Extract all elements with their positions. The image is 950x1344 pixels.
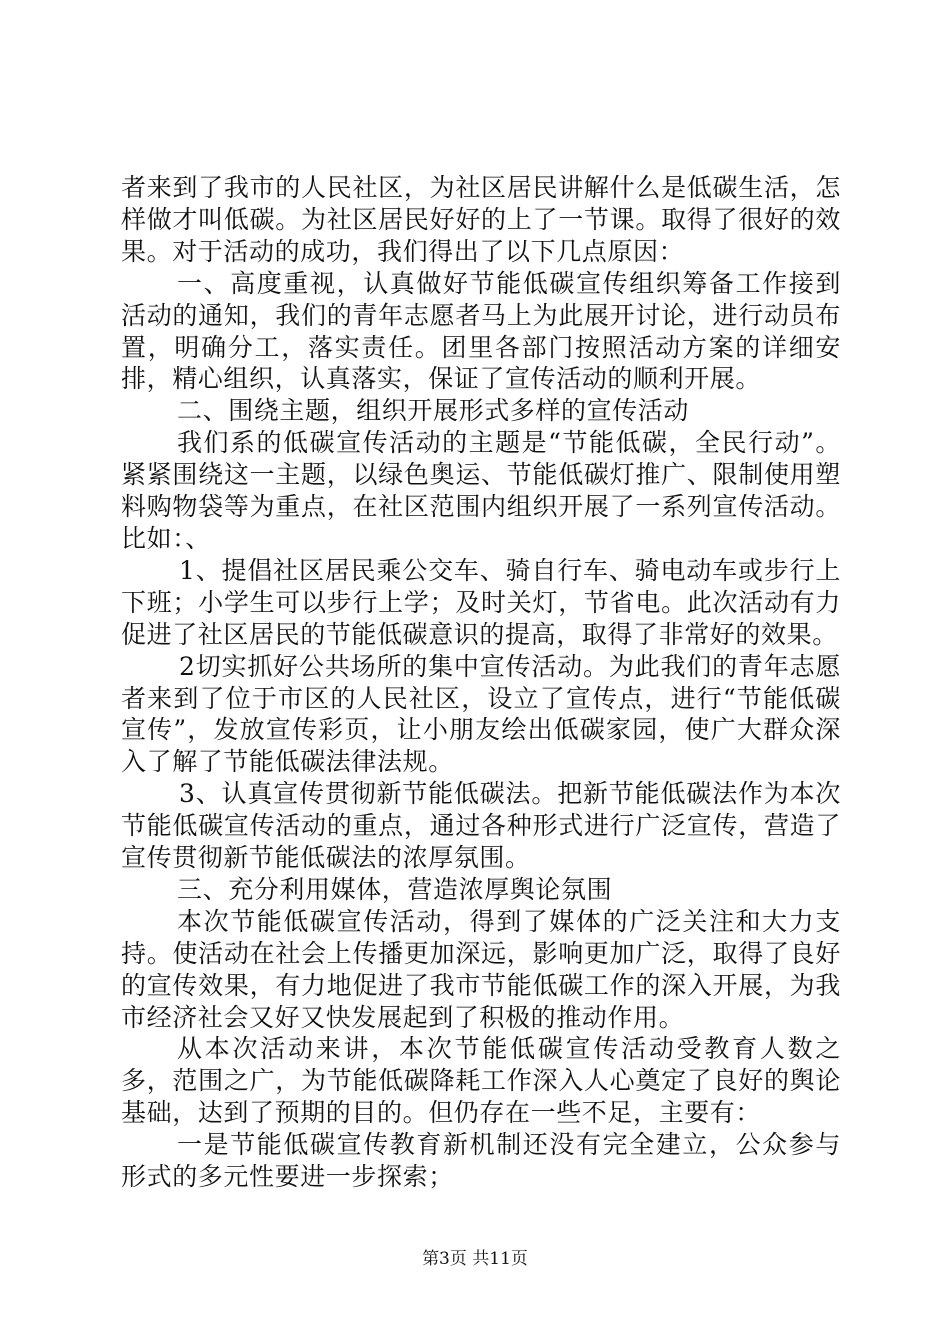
paragraph-summary: 从本次活动来讲，本次节能低碳宣传活动受教育人数之多，范围之广，为节能低碳降耗工作深入人心奠定了良好的舆论基础，达到了预期的目的。但仍存在一些不足，主要有： xyxy=(121,1034,841,1128)
paragraph-media: 本次节能低碳宣传活动，得到了媒体的广泛关注和大力支持。使活动在社会上传播更加深远，影响更加广泛，取得了良好的宣传效果，有力地促进了我市节能低碳工作的深入开展，为我市经济社会又好又快发展起到了积极的推动作用。 xyxy=(121,906,841,1032)
paragraph-theme: 我们系的低碳宣传活动的主题是“节能低碳，全民行动”。紧紧围绕这一主题，以绿色奥运、节能低碳灯推广、限制使用塑料购物袋等为重点，在社区范围内组织开展了一系列宣传活动。比如：、 xyxy=(121,428,841,553)
document-body xyxy=(121,172,841,1193)
paragraph-item-2: 2切实抓好公共场所的集中宣传活动。为此我们的青年志愿者来到了位于市区的人民社区，设立了宣传点，进行“节能低碳宣传”，发放宣传彩页，让小朋友绘出低碳家园，使广大群众深入了解了节能低碳法律法规。 xyxy=(121,651,841,777)
paragraph-item-1: 1、提倡社区居民乘公交车、骑自行车、骑电动车或步行上下班；小学生可以步行上学；及时关灯，节省电。此次活动有力促进了社区居民的节能低碳意识的提高，取得了非常好的效果。 xyxy=(121,555,841,649)
page-indicator: 第3页 共11页 xyxy=(422,1249,528,1269)
paragraph-continuation: 者来到了我市的人民社区，为社区居民讲解什么是低碳生活，怎样做才叫低碳。为社区居民好好的上了一节课。取得了很好的效果。对于活动的成功，我们得出了以下几点原因： xyxy=(121,173,841,266)
heading-section-3: 三、充分利用媒体，营造浓厚舆论氛围 xyxy=(177,874,613,904)
heading-section-2: 二、围绕主题，组织开展形式多样的宣传活动 xyxy=(177,396,690,426)
paragraph-item-3: 3、认真宣传贯彻新节能低碳法。把新节能低碳法作为本次节能低碳宣传活动的重点，通过各种形式进行广泛宣传，营造了宣传贯彻新节能低碳法的浓厚氛围。 xyxy=(121,779,841,873)
paragraph-section-1: 一、高度重视，认真做好节能低碳宣传组织筹备工作接到活动的通知，我们的青年志愿者马上为此展开讨论，进行动员布置，明确分工，落实责任。团里各部门按照活动方案的详细安排，精心组织，认真落实，保证了宣传活动的顺利开展。 xyxy=(121,268,841,394)
paragraph-shortcoming-1: 一是节能低碳宣传教育新机制还没有完全建立，公众参与形式的多元性要进一步探索； xyxy=(121,1130,841,1192)
